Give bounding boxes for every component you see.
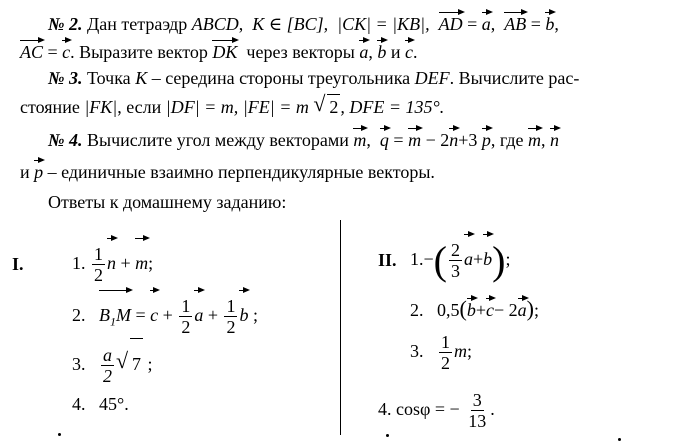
answer-2-4: 4. cosφ = − $\frac{3}{13}$ . <box>378 390 495 432</box>
problem-4-line-1: № 4. Вычислите угол между векторами m, q = m − 2n+3 p, где m, n <box>48 126 559 152</box>
answer-2-3: 3. $\frac{1}{2}$ m; <box>410 332 473 374</box>
answer-1-4: 4. 45°. <box>72 394 129 414</box>
answers-title: Ответы к домашнему заданию: <box>48 192 287 212</box>
problem-4-line-2: и p – единичные взаимно перпендикулярные векторы. <box>20 158 435 184</box>
problem-3-line-1: № 3. Точка K – середина стороны треугольника DEF. Вычислите рас- <box>48 68 580 88</box>
problem-2-line-2: AC = c. Выразите вектор DK через векторы a, b и c. <box>20 38 418 64</box>
fraction: $\frac{1}{2}$ <box>441 332 450 374</box>
answer-2-2: 2. 0,5(b+c− 2a); <box>410 296 539 321</box>
problem-4-number: № 4. <box>48 130 83 150</box>
problem-2-number: № 2. <box>48 14 83 34</box>
fraction: $\frac{a}{2}$ <box>103 345 112 387</box>
problem-2-line-1: № 2. Дан тетраэдр ABCD, K ∈ [BC], |CK| = |KB|, AD = a, AB = b, <box>48 10 559 36</box>
problem-3-number: № 3. <box>48 68 83 88</box>
fraction: $\frac{1}{2}$ <box>226 296 236 338</box>
print-speck <box>58 433 61 436</box>
answers-col-1-label: I. <box>12 254 24 274</box>
print-speck <box>618 438 621 441</box>
answers-col-2-label: II. <box>378 250 397 270</box>
fraction: $\frac{3}{13}$ <box>468 390 487 432</box>
fraction: $\frac{1}{2}$ <box>181 296 191 338</box>
answer-1-2: 2. $B_1M = c$ + $\frac{1}{2}$ a + $\frac{1}{2}$ b ; <box>72 288 258 347</box>
sqrt-7: √ 7 <box>116 338 143 389</box>
print-speck <box>386 434 389 437</box>
fraction: $\frac{1}{2}$ <box>94 244 103 286</box>
sqrt-2: √ 2 <box>313 91 339 117</box>
problem-3-line-2: стояние |FK|, если |DF| = m, |FE| = m √ 2 , DFE = 135°. <box>20 91 445 117</box>
answer-1-1: 1. $\frac{1}{2}$ n + m; <box>72 236 153 288</box>
fraction: $\frac{2}{3}$ <box>450 240 460 282</box>
column-divider <box>340 220 341 435</box>
answer-2-1: 1.−( $\frac{2}{3}$ a+b); <box>410 232 510 284</box>
answer-1-3: 3. $\frac{a}{2}$ √ 7 ; <box>72 338 153 389</box>
